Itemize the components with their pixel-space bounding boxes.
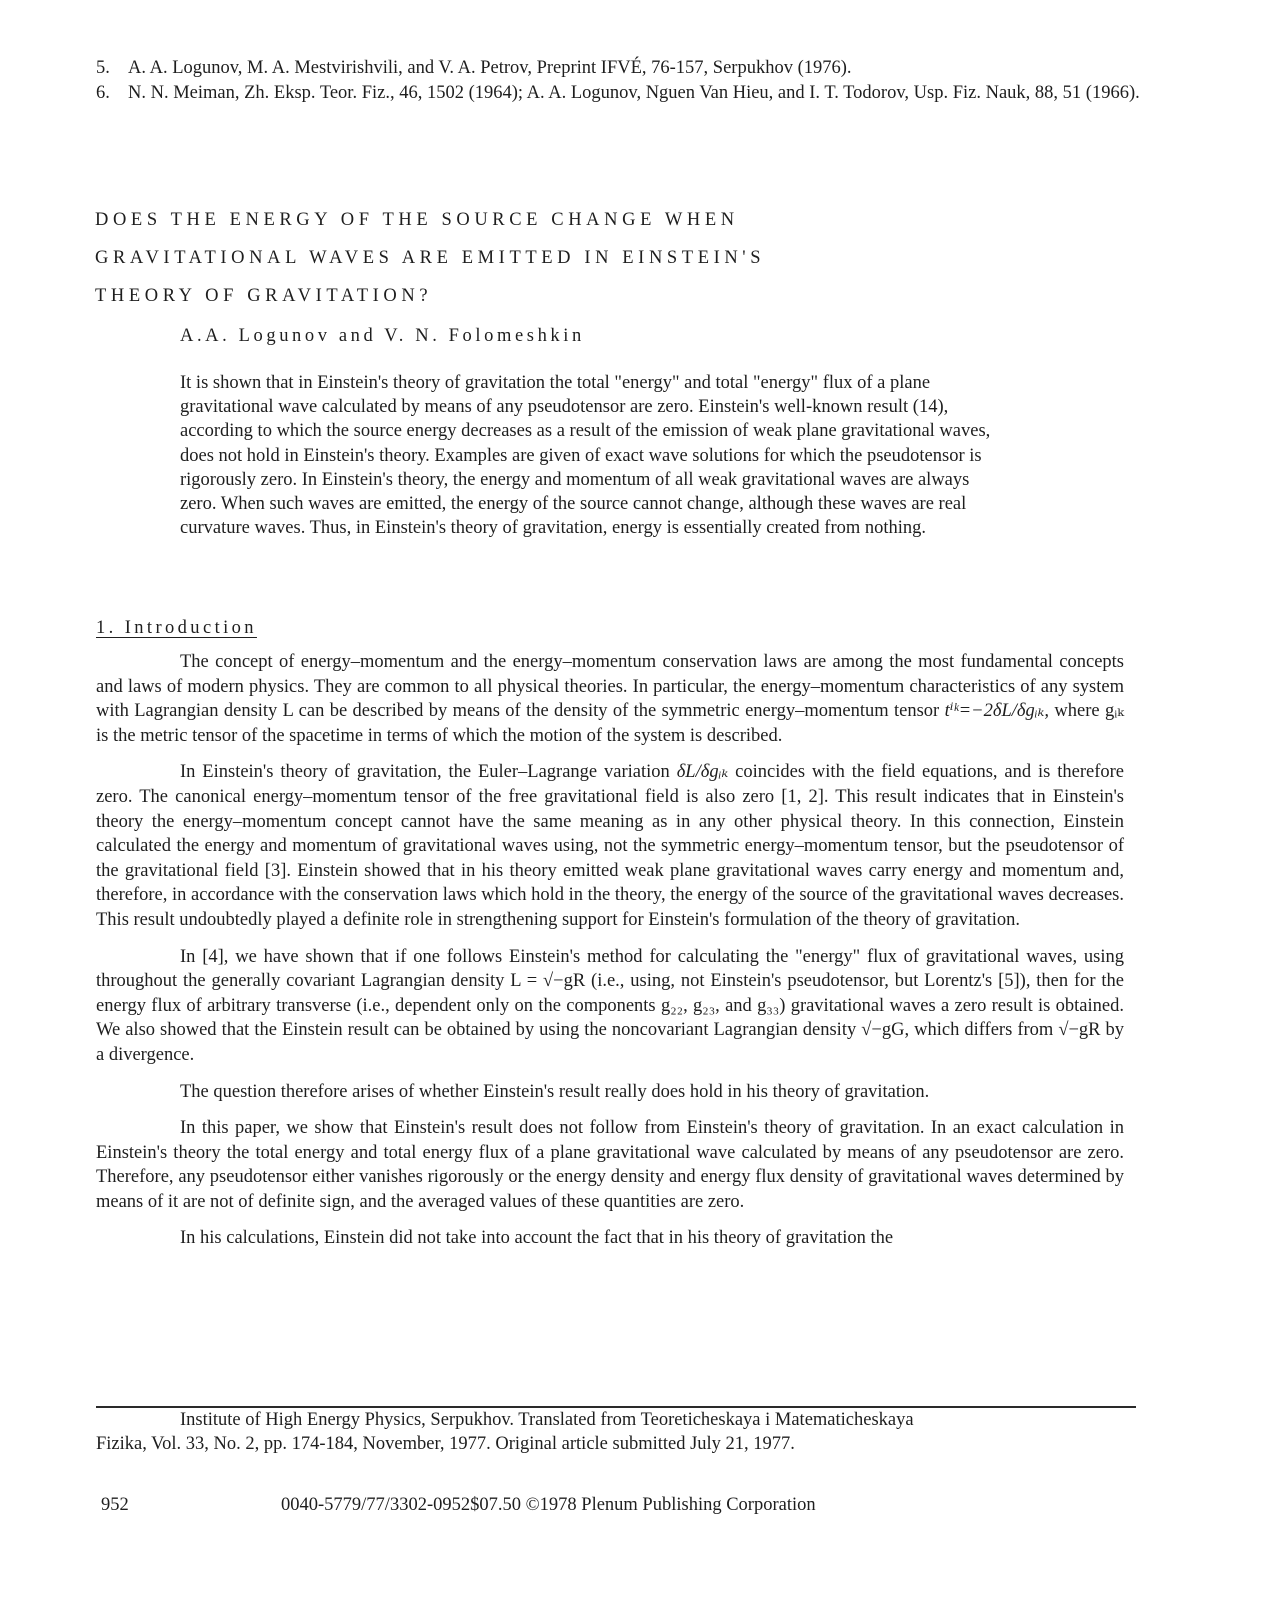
variation-formula: δL/δgᵢₖ	[676, 762, 729, 783]
copyright-line: 0040-5779/77/3302-0952$07.50 ©1978 Plenum Publishing Corporation	[281, 1495, 816, 1515]
paragraph-6: In his calculations, Einstein did not take into account the fact that in his theory of gravitation the	[180, 1228, 894, 1249]
paragraph-5: In this paper, we show that Einstein's result does not follow from Einstein's theory of gravitation. In an exact calculation in Einstein's theory the total energy and total energy flux of a plane gravitational wave calculated by means of any pseudotensor are zero. Therefore, any pseudotensor either vanishes rigorously or the energy density and energy flux density of gravitational waves determined by means of it are not of definite sign, and the averaged values of these quantities are zero.	[96, 1118, 1124, 1212]
abstract: It is shown that in Einstein's theory of gravitation the total "energy" and total "energy" flux of a plane gravitational wave calculated by means of any pseudotensor are zero. Einstein's well-known result (14), according to which the source energy decreases as a result of the emission of weak plane gravitational waves, does not hold in Einstein's theory. Examples are given of exact wave solutions for which the pseudotensor is rigorously zero. In Einstein's theory, the energy and momentum of all weak gravitational waves are always zero. When such waves are emitted, the energy of the source cannot change, although these waves are real curvature waves. Thus, in Einstein's theory of gravitation, energy is essentially created from nothing.	[180, 373, 991, 539]
title-line-2: GRAVITATIONAL WAVES ARE EMITTED IN EINSTEIN'S	[95, 248, 766, 268]
footnote-line-1: Institute of High Energy Physics, Serpukhov. Translated from Teoreticheskaya i Matematicheskaya	[180, 1410, 914, 1430]
reference-text: A. A. Logunov, M. A. Mestvirishvili, and V. A. Petrov, Preprint IFVÉ, 76-157, Serpukhov (1976).	[128, 58, 852, 78]
paragraph-1: The concept of energy–momentum and the energy–momentum conservation laws are among the most fundamental concepts and laws of modern physics. They are common to all physical theories. In particular, the energy–momentum characteristics of any system with Lagrangian density L can be described by means of the density of the symmetric energy–momentum tensor tⁱᵏ=−2δL/δgᵢₖ, where gᵢₖ is the metric tensor of the spacetime in terms of which the motion of the system is described.	[96, 652, 1125, 746]
page-number: 952	[101, 1495, 129, 1515]
reference-number: 6.	[96, 83, 110, 103]
energy-momentum-formula: tⁱᵏ=−2δL/δgᵢₖ,	[944, 701, 1050, 722]
covariant-lagrangian: √−gR	[1058, 1020, 1101, 1041]
footnote-line-2: Fizika, Vol. 33, No. 2, pp. 174-184, November, 1977. Original article submitted July 21, 1977.	[96, 1434, 795, 1454]
paragraph-3: In [4], we have shown that if one follows Einstein's method for calculating the "energy" flux of gravitational waves, using throughout the generally covariant Lagrangian density L = √−gR (i.e., using, not Einstein's pseudotensor, but Lorentz's [5]), then for the energy flux of arbitrary transverse (i.e., dependent only on the components g₂₂, g₂₃, and g₃₃) gravitational waves a zero result is obtained. We also showed that the Einstein result can be obtained by using the noncovariant Lagrangian density √−gG, which differs from √−gR by a divergence.	[96, 946, 1125, 1065]
reference-list	[96, 56, 1176, 106]
title-line-3: THEORY OF GRAVITATION?	[95, 286, 433, 306]
section-heading-introduction: 1. Introduction	[96, 618, 257, 638]
paper-title	[95, 201, 995, 315]
reference-item	[96, 81, 1176, 106]
body-text	[96, 650, 1124, 1263]
reference-number: 5.	[96, 58, 110, 78]
title-line-1: DOES THE ENERGY OF THE SOURCE CHANGE WHEN	[95, 210, 739, 230]
paragraph-2: In Einstein's theory of gravitation, the Euler–Lagrange variation δL/δgᵢₖ coincides with the field equations, and is therefore zero. The canonical energy–momentum tensor of the free gravitational field is also zero [1, 2]. This result indicates that in Einstein's theory the energy–momentum concept cannot have the same meaning as in any other physical theory. In this connection, Einstein calculated the energy and momentum of gravitational waves using, not the symmetric energy–momentum tensor, but the pseudotensor of the gravitational field [3]. Einstein showed that in his theory emitted weak plane gravitational waves carry energy and momentum and, therefore, in accordance with the conservation laws which hold in the theory, the energy of the source of the gravitational waves decreases. This result undoubtedly played a definite role in strengthening support for Einstein's formulation of the theory of gravitation.	[96, 762, 1125, 930]
reference-item	[96, 56, 1176, 81]
noncovariant-lagrangian: √−gG,	[861, 1020, 910, 1041]
footnote	[96, 1408, 1136, 1456]
metric-tensor-symbol: gᵢₖ	[1104, 701, 1125, 722]
lagrangian-formula: L = √−gR	[510, 971, 586, 992]
reference-text: N. N. Meiman, Zh. Eksp. Teor. Fiz., 46, 1502 (1964); A. A. Logunov, Nguen Van Hieu, and I. T. Todorov, Usp. Fiz. Nauk, 88, 51 (1966).	[128, 83, 1140, 103]
paragraph-4: The question therefore arises of whether Einstein's result really does hold in his theory of gravitation.	[180, 1081, 930, 1102]
author-line: A.A. Logunov and V. N. Folomeshkin	[180, 326, 585, 346]
metric-components: g₂₂, g₂₃, and g₃₃	[660, 995, 780, 1016]
